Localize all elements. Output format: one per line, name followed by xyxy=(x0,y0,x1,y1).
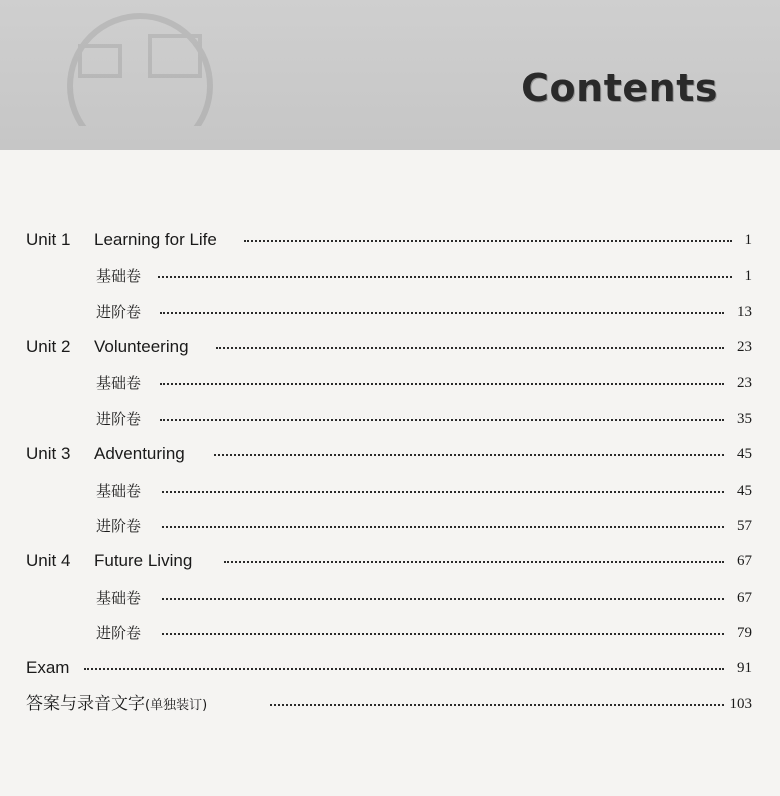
dot-leader xyxy=(270,704,724,706)
section-title: 进阶卷 xyxy=(96,624,142,642)
page-number: 103 xyxy=(729,696,752,712)
dot-leader xyxy=(84,668,724,670)
answers-title: 答案与录音文字 xyxy=(26,694,145,714)
section-title: 基础卷 xyxy=(96,374,142,392)
section-title: 基础卷 xyxy=(96,482,142,500)
page-title: Contents xyxy=(521,66,718,110)
dot-leader xyxy=(244,240,732,242)
unit-title: Volunteering xyxy=(94,337,189,356)
page-number: 13 xyxy=(737,304,752,320)
toc-row-unit-4-basic[interactable] xyxy=(0,583,780,613)
section-title xyxy=(26,689,207,721)
section-title: Exam xyxy=(26,658,70,677)
dot-leader xyxy=(158,276,732,278)
dot-leader xyxy=(162,491,724,493)
page-number: 45 xyxy=(737,446,752,462)
page-number: 1 xyxy=(744,232,752,248)
page-number: 23 xyxy=(737,339,752,355)
unit-label: Unit 1 xyxy=(26,230,71,249)
toc-row-unit-1-advanced[interactable] xyxy=(0,297,780,327)
toc-row-unit-2-advanced[interactable] xyxy=(0,404,780,434)
toc-row-unit-1-basic[interactable] xyxy=(0,261,780,291)
page-number: 67 xyxy=(737,553,752,569)
unit-title: Future Living xyxy=(94,551,193,570)
page-number: 67 xyxy=(737,590,752,606)
page-number: 79 xyxy=(737,625,752,641)
toc-row-unit-3[interactable] xyxy=(0,439,780,469)
toc-row-unit-3-basic[interactable] xyxy=(0,476,780,506)
dot-leader xyxy=(214,454,724,456)
page-number: 57 xyxy=(737,518,752,534)
dot-leader xyxy=(162,526,724,528)
unit-label: Unit 4 xyxy=(26,551,71,570)
section-title: 基础卷 xyxy=(96,267,142,285)
unit-title: Learning for Life xyxy=(94,230,217,249)
page-number: 35 xyxy=(737,411,752,427)
toc-row-answers[interactable] xyxy=(0,689,780,719)
page-number: 1 xyxy=(744,268,752,284)
dot-leader xyxy=(160,312,724,314)
dot-leader xyxy=(160,383,724,385)
dot-leader xyxy=(162,598,724,600)
dot-leader xyxy=(160,419,724,421)
toc-row-unit-4[interactable] xyxy=(0,546,780,576)
dot-leader xyxy=(162,633,724,635)
toc-row-unit-2[interactable] xyxy=(0,332,780,362)
section-title: 基础卷 xyxy=(96,589,142,607)
page-number: 91 xyxy=(737,660,752,676)
page-number: 45 xyxy=(737,483,752,499)
dot-leader xyxy=(216,347,724,349)
page-number: 23 xyxy=(737,375,752,391)
toc-row-unit-2-basic[interactable] xyxy=(0,368,780,398)
toc-row-unit-1[interactable] xyxy=(0,225,780,255)
section-title: 进阶卷 xyxy=(96,517,142,535)
toc-row-exam[interactable] xyxy=(0,653,780,683)
dot-leader xyxy=(224,561,724,563)
section-title: 进阶卷 xyxy=(96,303,142,321)
section-title: 进阶卷 xyxy=(96,410,142,428)
binding-note: (单独装订) xyxy=(145,698,208,713)
unit-label: Unit 3 xyxy=(26,444,71,463)
toc-row-unit-4-advanced[interactable] xyxy=(0,618,780,648)
toc-row-unit-3-advanced[interactable] xyxy=(0,511,780,541)
unit-label: Unit 2 xyxy=(26,337,71,356)
unit-title: Adventuring xyxy=(94,444,185,463)
